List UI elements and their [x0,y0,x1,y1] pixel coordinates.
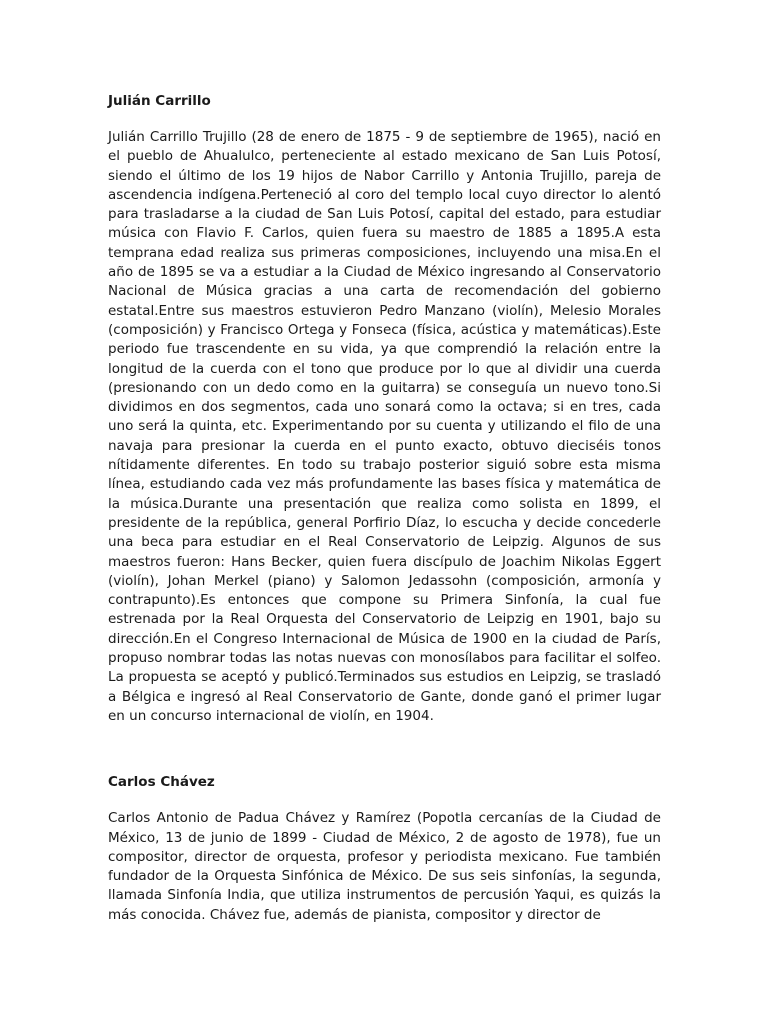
section-julian-carrillo [108,92,661,726]
section-carlos-chavez [108,773,661,925]
section-body: Carlos Antonio de Padua Chávez y Ramírez (Popotla cercanías de la Ciudad de México, 13 de junio de 1899 - Ciudad de México, 2 de agosto de 1978), fue un compositor, director de orquesta, profesor y periodista mexicano. Fue también fundador de la Orquesta Sinfónica de México. De sus seis sinfonías, la segunda, llamada Sinfonía India, que utiliza instrumentos de percusión Yaqui, es quizás la más conocida. Chávez fue, además de pianista, compositor y director de [108,810,661,923]
document-page [108,92,661,925]
section-body: Julián Carrillo Trujillo (28 de enero de 1875 - 9 de septiembre de 1965), nació en el pueblo de Ahualulco, perteneciente al estado mexicano de San Luis Potosí, siendo el último de los 19 hijos de Nabor Carrillo y Antonia Trujillo, pareja de ascendencia indígena.Perteneció al coro del templo local cuyo director lo alentó para trasladarse a la ciudad de San Luis Potosí, capital del estado, para estudiar música con Flavio F. Carlos, quien fuera su maestro de 1885 a 1895.A esta temprana edad realiza sus primeras composiciones, incluyendo una misa.En el año de 1895 se va a estudiar a la Ciudad de México ingresando al Conservatorio Nacional de Música gracias a una carta de recomendación del gobierno estatal.Entre sus maestros estuvieron Pedro Manzano (violín), Melesio Morales (composición) y Francisco Ortega y Fonseca (física, acústica y matemáticas).Este periodo fue trascendente en su vida, ya que comprendió la relación entre la longitud de la cuerda con el tono que produce por lo que al dividir una cuerda (presionando con un dedo como en la guitarra) se conseguía un nuevo tono.Si dividimos en dos segmentos, cada uno sonará como la octava; si en tres, cada uno será la quinta, etc. Experimentando por su cuenta y utilizando el filo de una navaja para presionar la cuerda en el punto exacto, obtuvo dieciséis tonos nítidamente diferentes. En todo su trabajo posterior siguió sobre esta misma línea, estudiando cada vez más profundamente las bases física y matemática de la música.Durante una presentación que realiza como solista en 1899, el presidente de la república, general Porfirio Díaz, lo escucha y decide concederle una beca para estudiar en el Real Conservatorio de Leipzig. Algunos de sus maestros fueron: Hans Becker, quien fuera discípulo de Joachim Nikolas Eggert (violín), Johan Merkel (piano) y Salomon Jedassohn (composición, armonía y contrapunto).Es entonces que compone su Primera Sinfonía, la cual fue estrenada por la Real Orquesta del Conservatorio de Leipzig en 1901, bajo su dirección.En el Congreso Internacional de Música de 1900 en la ciudad de París, propuso nombrar todas las notas nuevas con monosílabos para facilitar el solfeo. La propuesta se aceptó y publicó.Terminados sus estudios en Leipzig, se trasladó a Bélgica e ingresó al Real Conservatorio de Gante, donde ganó el primer lugar en un concurso internacional de violín, en 1904. [108,129,661,724]
section-title: Julián Carrillo [108,93,211,109]
section-title: Carlos Chávez [108,774,215,791]
